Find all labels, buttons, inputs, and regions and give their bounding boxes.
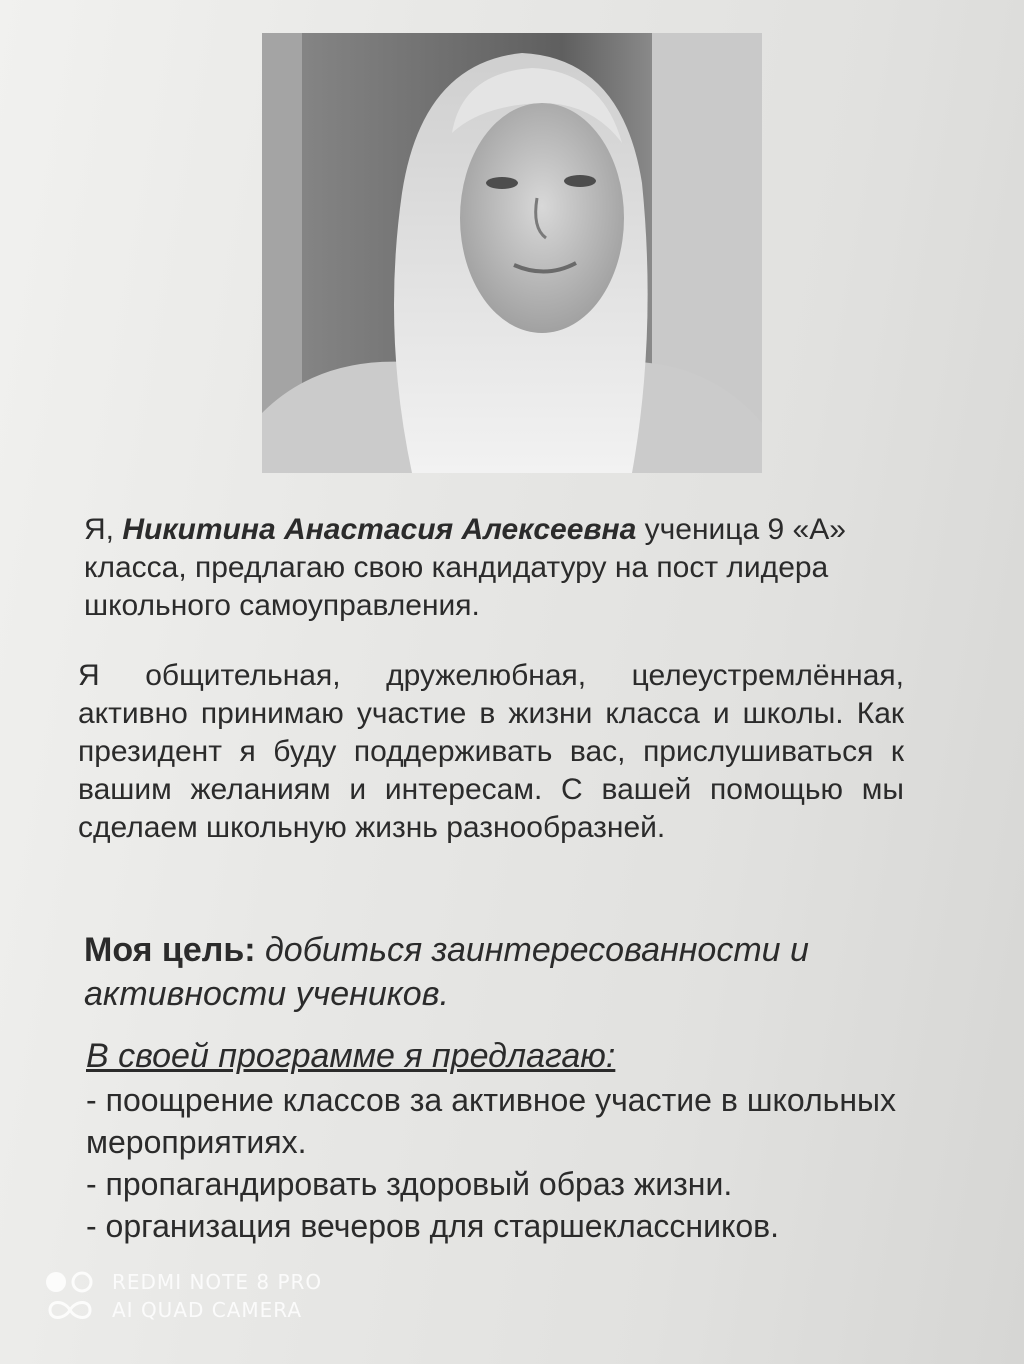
goal-block xyxy=(84,928,884,1016)
watermark-line-1: REDMI NOTE 8 PRO xyxy=(112,1270,323,1294)
program-item: - организация вечеров для старшеклассников. xyxy=(86,1208,780,1244)
intro-paragraph xyxy=(84,511,884,625)
camera-watermark xyxy=(44,1266,322,1326)
goal-label: Моя цель: xyxy=(84,931,256,969)
goal-text: добиться заинтересованности и активности учеников. xyxy=(84,931,809,1013)
camera-logo-icon xyxy=(44,1268,96,1324)
about-paragraph: Я общительная, дружелюбная, целеустремлённая, активно принимаю участие в жизни класса и школы. Как президент я буду поддерживать вас, прислушиваться к вашим желаниям и интересам. С вашей помощью мы сделаем школьную жизнь разнообразней. xyxy=(78,659,904,844)
program-title: В своей программе я предлагаю: xyxy=(86,1037,616,1075)
intro-prefix: Я, xyxy=(84,513,123,546)
candidate-name: Никитина Анастасия Алексеевна xyxy=(122,513,637,546)
program-list xyxy=(86,1079,896,1247)
program-item: - пропагандировать здоровый образ жизни. xyxy=(86,1166,733,1202)
watermark-line-2: AI QUAD CAMERA xyxy=(112,1298,303,1322)
program-item: - поощрение классов за активное участие в школьных мероприятиях. xyxy=(86,1082,896,1160)
candidate-photo xyxy=(262,33,762,473)
intro-rest: ученица 9 «А» класса, предлагаю свою кандидатуру на пост лидера школьного самоуправления. xyxy=(84,513,846,622)
